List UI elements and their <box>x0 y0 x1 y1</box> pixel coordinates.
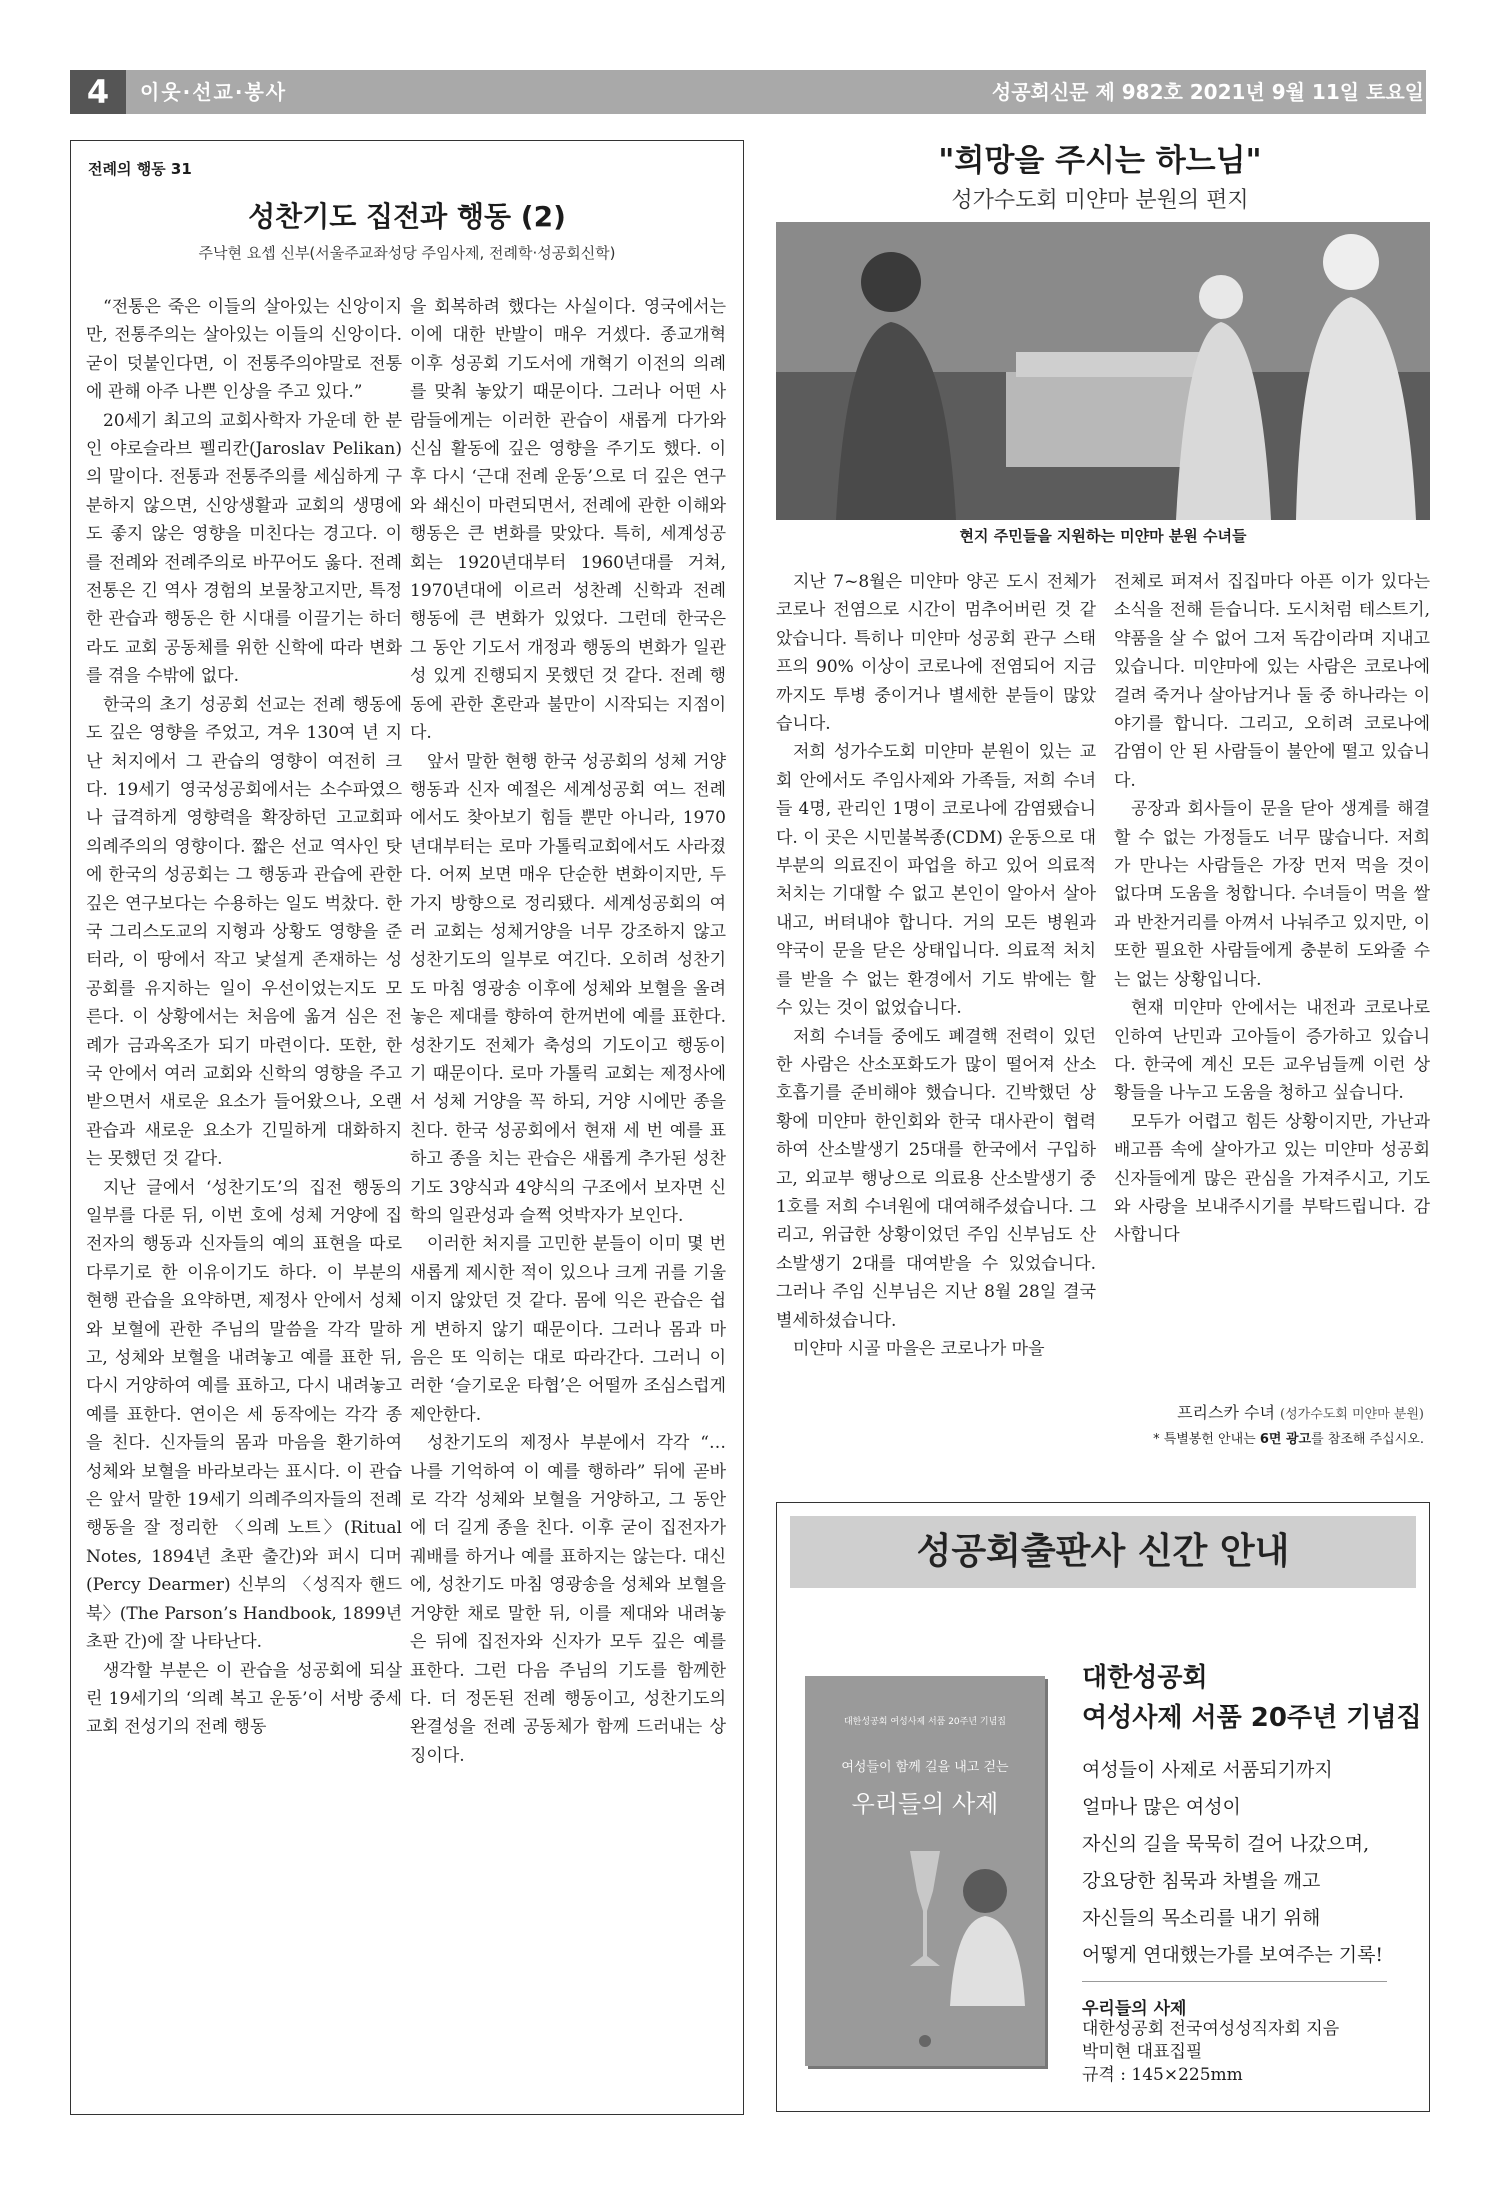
paragraph: 생각할 부분은 이 관습을 성공회에 되살린 19세기의 ‘의례 복고 운동’이 서방 중세교회 전성기의 전례 행동 <box>86 1660 402 1738</box>
ad-description-line: 자신의 길을 묵묵히 걸어 나갔으며, <box>1082 1833 1370 1855</box>
book-cover-top: 대한성공회 여성사제 서품 20주년 기념집 <box>843 1717 1006 1727</box>
paragraph: 공장과 회사들이 문을 닫아 생계를 해결할 수 없는 가정들도 너무 많습니다. 저희가 만나는 사람들은 가장 먼저 먹을 것이 없다며 도움을 청합니다. 수녀들이 먹을 쌀과 반찬거리를 아껴서 나눠주고 있지만, 이 또한 필요한 사람들에게 충분히 도와줄 수는 없는 상황입니다. <box>1114 799 1430 990</box>
ad-book-spec: 규격 : 145×225mm <box>1082 2065 1243 2085</box>
ad-title-line-1: 대한성공회 <box>1082 1663 1208 1693</box>
ad-title-line-2: 여성사제 서품 20주년 기념집 <box>1082 1703 1422 1733</box>
paragraph: 미얀마 시골 마을은 코로나가 마을 <box>793 1338 1045 1359</box>
book-cover-illustration <box>805 1676 1045 2066</box>
signature-org: (성가수도회 미얀마 분원) <box>1280 1407 1424 1422</box>
paragraph: 20세기 최고의 교회사학자 가운데 한 분인 야로슬라브 펠리칸(Jaroslav Pelikan)의 말이다. 전통과 전통주의를 세심하게 구분하지 않으면, 신앙생활과 교회의 생명에도 좋지 않은 영향을 미친다는 경고다. 이를 전례와 전례주의로 바꾸어도 옳다. 전례 전통은 긴 역사 경험의 보물창고지만, 특정한 관습과 행동은 한 시대를 이끌기는 하더라도 교회 공동체를 위한 신학에 따라 변화를 겪을 수밖에 없다. <box>86 410 402 687</box>
ad-description <box>1082 1752 1383 1974</box>
ad-description-line: 얼마나 많은 여성이 <box>1082 1796 1241 1818</box>
ad-description-line: 자신들의 목소리를 내기 위해 <box>1082 1907 1321 1929</box>
book-cover-title: 우리들의 사제 <box>851 1790 999 1818</box>
ad-description-line: 어떻게 연대했는가를 보여주는 기록! <box>1082 1944 1384 1966</box>
paragraph: 지난 글에서 ‘성찬기도’의 집전 행동의 일부를 다룬 뒤, 이번 호에 성체 거양에 집전자의 행동과 신자들의 예의 표현을 따로 다루기로 한 이유이기도 하다. 이 부분의 현행 관습을 요약하면, 제정사 안에서 성체와 보혈에 관한 주님의 말씀을 각각 말하고, 성체와 보혈을 내려놓고 예를 표한 뒤, 다시 거양하여 예를 표하고, 다시 내려놓고 예를 표한다. 연이은 세 동작에는 각각 종을 친다. 신자들의 몸과 마음을 환기하여 성체와 보혈을 바라보라는 표시다. 이 관습은 앞서 말한 19세기 의례주의자들의 전례 행동을 잘 정리한 〈의례 노트〉(Ritual Notes, 1894년 초판 출간)와 퍼시 디머(Percy Dearmer) 신부의 〈성직자 핸드북〉(The Parson’s Handbook, 1899년 초판 간)에 잘 나타난다. <box>86 1177 402 1653</box>
masthead: 성공회신문 제 982호 2021년 9월 11일 토요일 <box>991 80 1424 104</box>
paragraph: 지난 7~8월은 미얀마 양곤 도시 전체가 코로나 전염으로 시간이 멈추어버린 것 같았습니다. 특히나 미얀마 성공회 관구 스태프의 90% 이상이 코로나에 전염되어 지금까지도 투병 중이거나 별세한 분들이 많았습니다. <box>776 572 1096 735</box>
left-article-column-2 <box>410 293 726 1770</box>
paragraph: 현재 미얀마 안에서는 내전과 코로나로 인하여 난민과 고아들이 증가하고 있습니다. 한국에 계신 모든 교우님들께 이런 상황들을 나누고 도움을 청하고 싶습니다. <box>1114 998 1430 1104</box>
right-article-column-1 <box>776 568 1096 1363</box>
book-cover <box>805 1676 1045 2066</box>
paragraph: 저희 성가수도회 미얀마 분원이 있는 교회 안에서도 주임사제와 가족들, 저희 수녀들 4명, 관리인 1명이 코로나에 감염됐습니다. 이 곳은 시민불복종(CDM) 운동으로 대부분의 의료진이 파업을 하고 있어 의료적 처치는 기대할 수 없고 본인이 알아서 살아내고, 버텨내야 합니다. 거의 모든 병원과 약국이 문을 닫은 상태입니다. 의료적 처치를 받을 수 없는 환경에서 기도 밖에는 할 수 있는 것이 없었습니다. <box>776 742 1096 1019</box>
paragraph: 모두가 어렵고 힘든 상황이지만, 가난과 배고픔 속에 살아가고 있는 미얀마 성공회 신자들에게 많은 관심을 가져주시고, 기도와 사랑을 보내주시기를 부탁드립니다. 감사합니다 <box>1114 1111 1430 1246</box>
footnote-text: * 특별봉헌 안내는 <box>1153 1432 1260 1447</box>
paragraph: 전체로 퍼져서 집집마다 아픈 이가 있다는 소식을 전해 듣습니다. 도시처럼 테스트기, 약품을 살 수 없어 그저 독감이라며 지내고 있습니다. 미얀마에 있는 사람은 코로나에 걸려 죽거나 살아남거나 둘 중 하나라는 이야기를 합니다. 그리고, 오히려 코로나에 감염이 안 된 사람들이 불안에 떨고 있습니다. <box>1114 572 1430 791</box>
photo-illustration <box>776 222 1430 520</box>
ad-description-line: 강요당한 침묵과 차별을 깨고 <box>1082 1870 1321 1892</box>
footnote-text-end: 를 참조해 주십시오. <box>1311 1432 1424 1447</box>
paragraph: “전통은 죽은 이들의 살아있는 신앙이지만, 전통주의는 살아있는 이들의 신앙이다. 굳이 덧붙인다면, 이 전통주의야말로 전통에 관해 아주 나쁜 인상을 주고 있다.” <box>86 297 402 403</box>
paragraph: 저희 수녀들 중에도 폐결핵 전력이 있던 한 사람은 산소포화도가 많이 떨어져 산소 호흡기를 준비해야 했습니다. 긴박했던 상황에 미얀마 한인회와 한국 대사관이 협력하여 산소발생기 25대를 한국에서 구입하고, 외교부 행낭으로 의료용 산소발생기 중 1호를 저희 수녀원에 대여해주셨습니다. 그리고, 위급한 상황이었던 주임 신부님도 산소발생기 2대를 대여받을 수 있었습니다. 그러나 주임 신부님은 지난 8월 28일 결국 별세하셨습니다. <box>776 1026 1096 1331</box>
signature-name: 프리스카 수녀 <box>1177 1403 1275 1422</box>
right-article-subtitle: 성가수도회 미얀마 분원의 편지 <box>951 188 1249 213</box>
paragraph: 을 회복하려 했다는 사실이다. 영국에서는 이에 대한 반발이 매우 거셌다. 종교개혁 이후 성공회 기도서에 개혁기 이전의 의례를 맞춰 놓았기 때문이다. 그러나 어떤 사람들에게는 이러한 관습이 새롭게 다가와 신심 활동에 깊은 영향을 주기도 했다. 이후 다시 ‘근대 전례 운동’으로 더 깊은 연구와 쇄신이 마련되면서, 전례에 관한 이해와 행동은 큰 변화를 맞았다. 특히, 세계성공회는 1920년대부터 1960년대를 거쳐, 1970년대에 이르러 성찬례 신학과 전례 행동에 큰 변화가 있었다. 그런데 한국은 그 동안 기도서 개정과 행동의 변화가 일관성 있게 진행되지 못했던 것 같다. 전례 행동에 관한 혼란과 불만이 시작되는 지점이다. <box>410 297 726 744</box>
ad-book-editor: 박미현 대표집필 <box>1082 2042 1203 2062</box>
left-article-column-1 <box>86 293 402 1742</box>
right-article-title: "희망을 주시는 하느님" <box>938 143 1262 179</box>
paragraph: 앞서 말한 현행 한국 성공회의 성체 거양 행동과 신자 예절은 세계성공회 여느 전례에서도 찾아보기 힘들 뿐만 아니라, 1970년대부터는 로마 가톨릭교회에서도 사라졌다. 어찌 보면 매우 단순한 변화이지만, 두 가지 방향으로 정리됐다. 세계성공회의 여러 교회는 성체거양을 너무 강조하지 않고 성찬기도의 일부로 여긴다. 오히려 성찬기도 마침 영광송 이후에 성체와 보혈을 올려놓은 제대를 향하여 한꺼번에 예를 표한다. 성찬기도 전체가 축성의 기도이고 행동이기 때문이다. 로마 가톨릭 교회는 제정사에서 성체 거양을 꼭 하되, 거양 시에만 종을 친다. 한국 성공회에서 현재 세 번 예를 표하고 종을 치는 관습은 새롭게 추가된 성찬기도 3양식과 4양식의 구조에서 보자면 신학의 일관성과 슬쩍 엇박자가 보인다. <box>410 751 726 1226</box>
footnote <box>1153 1428 1424 1447</box>
left-article-title: 성찬기도 집전과 행동 (2) <box>248 200 566 233</box>
book-cover-subtitle: 여성들이 함께 길을 내고 걷는 <box>841 1760 1009 1775</box>
paragraph: 성찬기도의 제정사 부분에서 각각 “… 나를 기억하여 이 예를 행하라” 뒤에 곧바로 각각 성체와 보혈을 거양하고, 그 동안에 더 길게 종을 친다. 이후 굳이 집전자가 궤배를 하거나 예를 표하지는 않는다. 대신에, 성찬기도 마침 영광송을 성체와 보혈을 거양한 채로 말한 뒤, 이를 제대와 내려놓은 뒤에 집전자와 신자가 모두 깊은 예를 표한다. 그런 다음 주님의 기도를 함께한다. 더 정돈된 전례 행동이고, 성찬기도의 완결성을 전례 공동체가 함께 드러내는 상징이다. <box>410 1433 726 1766</box>
paragraph: 이러한 처지를 고민한 분들이 이미 몇 번 새롭게 제시한 적이 있으나 크게 귀를 기울이지 않았던 것 같다. 몸에 익은 관습은 쉽게 변하지 않기 때문이다. 그러나 몸과 마음은 또 익히는 대로 따라간다. 그러니 이러한 ‘슬기로운 타협’은 어떨까 조심스럽게 제안한다. <box>410 1234 726 1425</box>
section-label: 이웃·선교·봉사 <box>140 80 288 104</box>
ad-book-info <box>1082 2018 1339 2087</box>
right-article-column-2 <box>1114 568 1430 1250</box>
ad-book-title: 우리들의 사제 <box>1082 1999 1187 2019</box>
ad-description-line: 여성들이 사제로 서품되기까지 <box>1082 1759 1333 1781</box>
signature <box>1177 1400 1424 1423</box>
left-article-byline: 주낙현 요셉 신부(서울주교좌성당 주임사제, 전례학·성공회신학) <box>198 244 616 262</box>
series-label: 전례의 행동 31 <box>88 160 192 178</box>
photo-caption: 현지 주민들을 지원하는 미얀마 분원 수녀들 <box>959 527 1247 545</box>
footnote-bold: 6면 광고 <box>1259 1432 1312 1447</box>
ad-divider <box>1082 1981 1387 1982</box>
ad-book-author: 대한성공회 전국여성성직자회 지음 <box>1082 2019 1340 2039</box>
ad-heading: 성공회출판사 신간 안내 <box>790 1516 1416 1588</box>
paragraph: 한국의 초기 성공회 선교는 전례 행동에도 깊은 영향을 주었고, 겨우 130여 년 지난 처지에서 그 관습의 영향이 여전히 크다. 19세기 영국성공회에서는 소수파였으나 급격하게 영향력을 확장하던 고교회파 의례주의의 영향이다. 짧은 선교 역사인 탓에 한국의 성공회는 그 행동과 관습에 관한 깊은 연구보다는 수용하는 일도 벅찼다. 한국 그리스도교의 지형과 상황도 영향을 준 터라, 이 땅에서 작고 낯설게 존재하는 성공회를 유지하는 일이 우선이었는지도 모른다. 이 상황에서는 처음에 옮겨 심은 전례가 금과옥조가 되기 마련이다. 또한, 한국 안에서 여러 교회와 신학의 영향을 주고받으면서 새로운 요소가 들어왔으나, 오랜 관습과 새로운 요소가 긴밀하게 대화하지는 못했던 것 같다. <box>86 694 402 1170</box>
news-photo <box>776 222 1430 520</box>
page-number: 4 <box>70 70 126 114</box>
